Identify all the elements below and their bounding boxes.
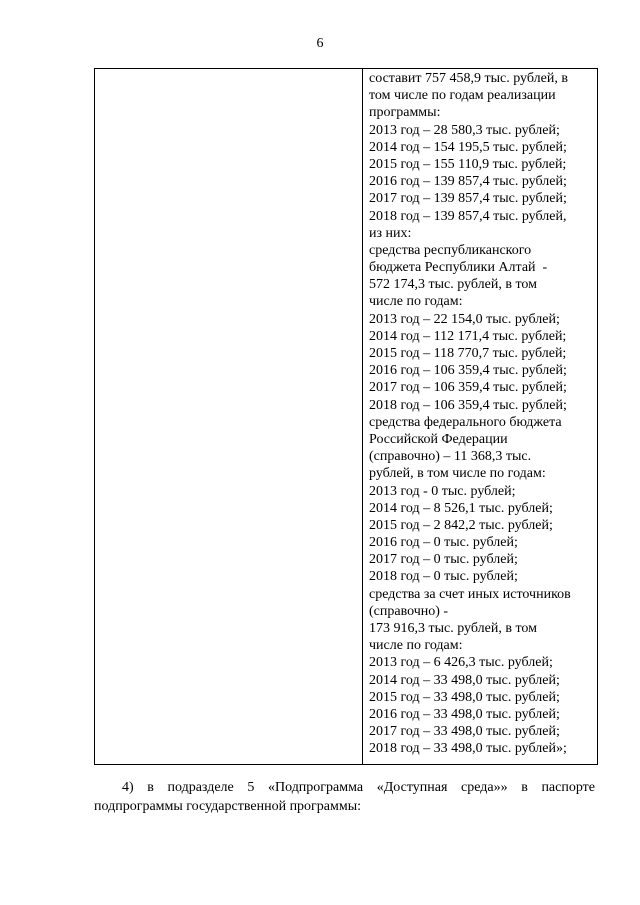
- page-number: 6: [316, 36, 324, 51]
- funding-text-block: [363, 69, 597, 758]
- funding-text-line: 2014 год – 112 171,4 тыс. рублей;: [369, 328, 567, 344]
- table-row: [95, 69, 598, 765]
- funding-text-line: 2013 год - 0 тыс. рублей;: [369, 483, 516, 499]
- funding-text-line: средства за счет иных источников: [369, 586, 571, 602]
- funding-text-line: рублей, в том числе по годам:: [369, 466, 546, 482]
- funding-text-line: 2013 год – 6 426,3 тыс. рублей;: [369, 655, 553, 671]
- funding-text-line: том числе по годам реализации: [369, 88, 556, 104]
- table-cell-right: [363, 69, 598, 765]
- passport-table: [94, 68, 598, 765]
- funding-text-line: 2018 год – 33 498,0 тыс. рублей»;: [369, 741, 567, 757]
- funding-text-line: 2015 год – 2 842,2 тыс. рублей;: [369, 517, 553, 533]
- funding-text-line: 2018 год – 106 359,4 тыс. рублей;: [369, 397, 567, 413]
- funding-text-line: 2013 год – 22 154,0 тыс. рублей;: [369, 311, 560, 327]
- funding-text-line: 2014 год – 33 498,0 тыс. рублей;: [369, 672, 560, 688]
- funding-text-line: Российской Федерации: [369, 431, 508, 447]
- funding-text-line: средства федерального бюджета: [369, 414, 562, 430]
- funding-text-line: 2015 год – 33 498,0 тыс. рублей;: [369, 689, 560, 705]
- funding-text-line: бюджета Республики Алтай -: [369, 260, 548, 276]
- funding-text-line: 2017 год – 0 тыс. рублей;: [369, 552, 518, 568]
- funding-text-line: числе по годам:: [369, 638, 463, 654]
- funding-text-line: из них:: [369, 225, 412, 241]
- table-cell-left: [95, 69, 363, 765]
- body-paragraph: 4) в подразделе 5 «Подпрограмма «Доступная среда»» в паспорте подпрограммы государственной программы:: [94, 780, 595, 814]
- funding-text-line: 2014 год – 154 195,5 тыс. рублей;: [369, 139, 567, 155]
- funding-text-line: 2014 год – 8 526,1 тыс. рублей;: [369, 500, 553, 516]
- funding-text-line: программы:: [369, 105, 441, 121]
- funding-text-line: составит 757 458,9 тыс. рублей, в: [369, 71, 568, 86]
- funding-text-line: (справочно) – 11 368,3 тыс.: [369, 449, 532, 465]
- funding-text-line: 2017 год – 139 857,4 тыс. рублей;: [369, 191, 567, 207]
- funding-text-line: 2016 год – 0 тыс. рублей;: [369, 535, 518, 551]
- funding-text-line: 173 916,3 тыс. рублей, в том: [369, 621, 537, 636]
- funding-text-line: 2016 год – 33 498,0 тыс. рублей;: [369, 706, 560, 722]
- funding-text-line: 2018 год – 139 857,4 тыс. рублей,: [369, 208, 567, 224]
- funding-text-line: средства республиканского: [369, 242, 532, 258]
- funding-text-line: 2017 год – 33 498,0 тыс. рублей;: [369, 724, 560, 740]
- funding-text-line: 2015 год – 155 110,9 тыс. рублей;: [369, 156, 567, 172]
- funding-text-line: 2017 год – 106 359,4 тыс. рублей;: [369, 380, 567, 396]
- funding-text-line: числе по годам:: [369, 294, 463, 310]
- funding-text-line: 572 174,3 тыс. рублей, в том: [369, 277, 537, 293]
- funding-text-line: 2013 год – 28 580,3 тыс. рублей;: [369, 122, 560, 138]
- funding-text-line: 2018 год – 0 тыс. рублей;: [369, 569, 518, 585]
- funding-text-line: 2016 год – 139 857,4 тыс. рублей;: [369, 174, 567, 190]
- funding-text-line: 2016 год – 106 359,4 тыс. рублей;: [369, 363, 567, 379]
- funding-text-line: 2015 год – 118 770,7 тыс. рублей;: [369, 346, 567, 361]
- funding-text-line: (справочно) -: [369, 603, 449, 619]
